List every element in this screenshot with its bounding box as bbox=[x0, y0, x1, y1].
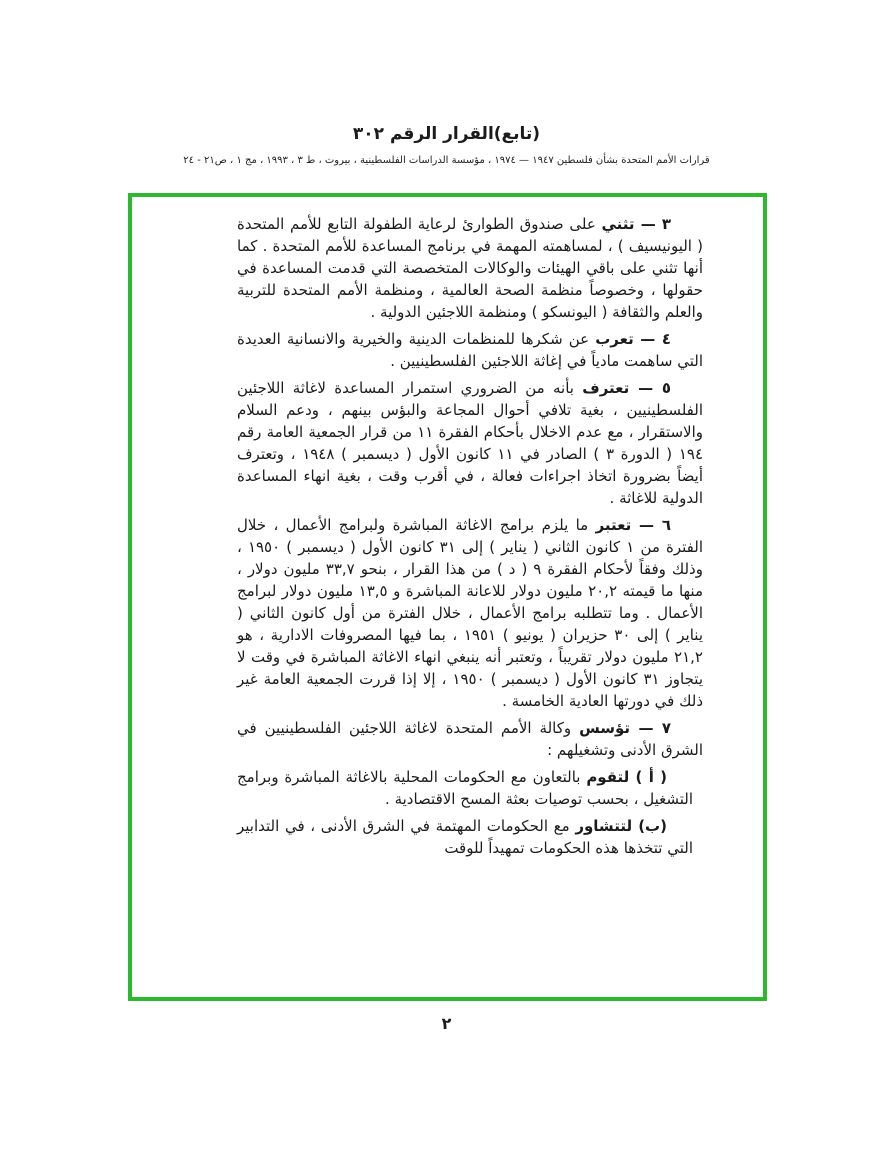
paragraph-3 bbox=[237, 213, 703, 323]
highlight-box bbox=[128, 193, 767, 1001]
paragraph-7-text: وكالة الأمم المتحدة لاغاثة اللاجئين الفلسطينيين في الشرق الأدنى وتشغيلهم : bbox=[237, 719, 703, 759]
paragraph-4 bbox=[237, 328, 703, 372]
paragraph-7a-lead: ( أ ) لتقوم bbox=[586, 768, 667, 786]
paragraph-7b-text: مع الحكومات المهتمة في الشرق الأدنى ، في التدابير التي تتخذها هذه الحكومات تمهيداً للوقت bbox=[237, 817, 693, 857]
paragraph-7 bbox=[237, 717, 703, 761]
paragraph-6-text: ما يلزم برامج الاغاثة المباشرة ولبرامج الأعمال ، خلال الفترة من ١ كانون الثاني ( يناير ) إلى ٣١ كانون الأول ( ديسمبر ) ١٩٥٠ ، وذلك وفقاً لأحكام الفقرة ٩ ( د ) من هذا القرار ، بنحو ٣٣,٧ مليون دولار ، منها ما قيمته ٢٠,٢ مليون دولار للاعانة المباشرة و ١٣,٥ مليون دولار لبرامج الأعمال . وما تتطلبه برامج الأعمال ، خلال الفترة من أول كانون الثاني ( يناير ) إلى ٣٠ حزيران ( يونيو ) ١٩٥١ ، بما فيها المصروفات الادارية ، هو ٢١,٢ مليون دولار تقريباً ، وتعتبر أنه ينبغي انهاء الاغاثة المباشرة في وقت لا يتجاوز ٣١ كانون الأول ( ديسمبر ) ١٩٥٠ ، إلا إذا قررت الجمعية العامة غير ذلك في دورتها العادية الخامسة . bbox=[237, 516, 703, 710]
source-citation: قرارات الأمم المتحدة بشأن فلسطين ١٩٤٧ — ١٩٧٤ ، مؤسسة الدراسات الفلسطينية ، بيروت ، ط ٣ ، ١٩٩٣ ، مج ١ ، ص٢١ - ٢٤ bbox=[183, 155, 710, 166]
paragraph-5-text: بأنه من الضروري استمرار المساعدة لاغاثة اللاجئين الفلسطينيين ، بغية تلافي أحوال المجاعة والبؤس بينهم ، ودعم السلام والاستقرار ، مع عدم الاخلال بأحكام الفقرة ١١ من قرار الجمعية العامة رقم ١٩٤ ( الدورة ٣ ) الصادر في ١١ كانون الأول ( ديسمبر ) ١٩٤٨ ، وتعترف أيضاً بضرورة اتخاذ اجراءات فعالة ، في أقرب وقت ، بغية انهاء المساعدة الدولية للاغاثة . bbox=[237, 379, 703, 507]
paragraph-7b-lead: (ب) لتتشاور bbox=[575, 817, 667, 835]
paragraph-3-lead: ٣ — تثني bbox=[601, 215, 672, 233]
paragraph-7b bbox=[237, 815, 693, 859]
paragraph-7a bbox=[237, 766, 693, 810]
paragraph-6 bbox=[237, 514, 703, 712]
paragraph-7-lead: ٧ — تؤسس bbox=[579, 719, 672, 737]
paragraph-3-text: على صندوق الطوارئ لرعاية الطفولة التابع للأمم المتحدة ( اليونيسيف ) ، لمساهمته المهمة في برنامج المساعدة للأمم المتحدة . كما أنها تثني على باقي الهيئات والوكالات المتخصصة التي قدمت المساعدة في حقولها ، وخصوصاً منظمة الصحة العالمية ، ومنظمة الأمم المتحدة للتربية والعلم والثقافة ( اليونسكو ) ومنظمة اللاجئين الدولية . bbox=[237, 215, 703, 321]
paragraph-5-lead: ٥ — تعترف bbox=[582, 379, 672, 397]
resolution-body bbox=[237, 213, 703, 864]
paragraph-4-text: عن شكرها للمنظمات الدينية والخيرية والانسانية العديدة التي ساهمت مادياً في إغاثة اللاجئين الفلسطينيين . bbox=[237, 330, 703, 370]
paragraph-5 bbox=[237, 377, 703, 509]
page-number: ٢ bbox=[441, 1014, 452, 1033]
paragraph-7a-text: بالتعاون مع الحكومات المحلية بالاغاثة المباشرة وبرامج التشغيل ، بحسب توصيات بعثة المسح الاقتصادية . bbox=[237, 768, 693, 808]
paragraph-6-lead: ٦ — تعتبر bbox=[595, 516, 672, 534]
resolution-title: (تابع)القرار الرقم ٣٠٢ bbox=[352, 124, 541, 144]
paragraph-4-lead: ٤ — تعرب bbox=[595, 330, 671, 348]
